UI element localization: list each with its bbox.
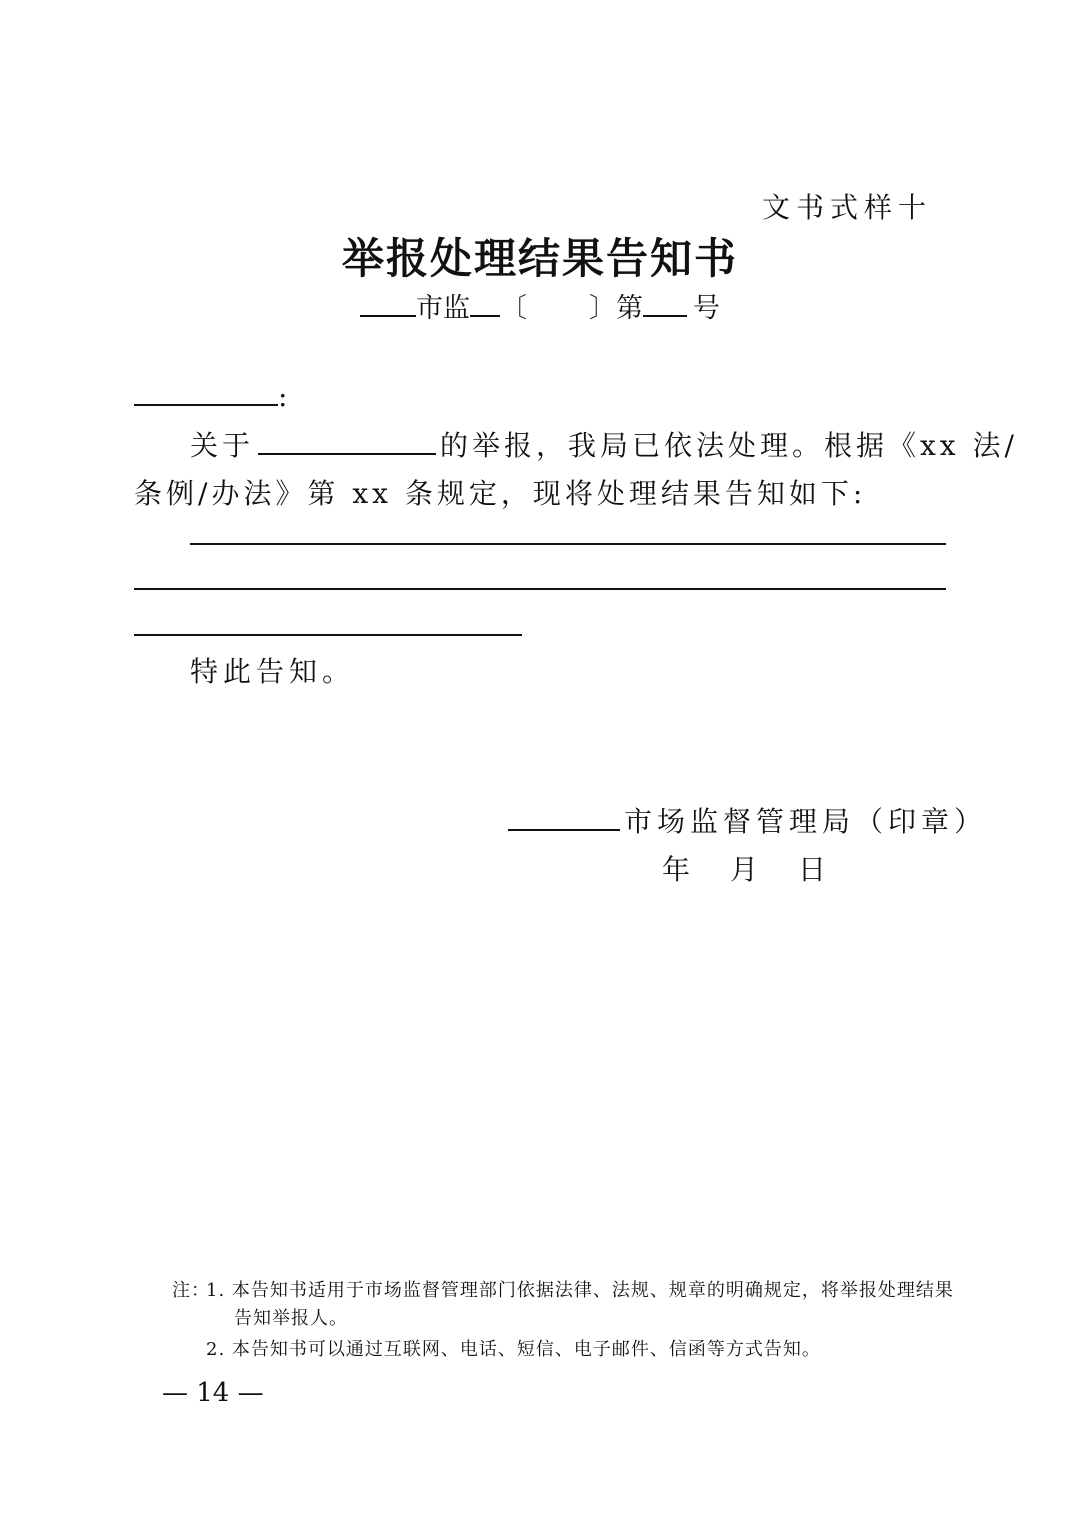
note-1-line-2: 告知举报人。 (234, 1308, 348, 1329)
body-line1-suffix: 的举报，我局已依法处理。根据《xx 法/ (440, 429, 1018, 462)
addressee-colon: : (278, 380, 288, 413)
date-line (662, 848, 826, 888)
doc-number-blank-3 (643, 315, 687, 317)
issuer-blank (508, 829, 620, 831)
page-number: — 14 — (162, 1378, 264, 1408)
document-style-label: 文书式样十 (761, 191, 932, 224)
date-year: 年 (662, 853, 691, 886)
closing-text: 特此告知。 (190, 655, 356, 688)
report-subject-blank (258, 453, 436, 455)
note-2: 2. 本告知书可以通过互联网、电话、短信、电子邮件、信函等方式告知。 (206, 1339, 821, 1360)
doc-number-bracket-open: 〔 (500, 293, 527, 324)
issuer-name: 市场监督管理局（印章） (624, 805, 988, 838)
doc-number-blank-2 (470, 315, 500, 317)
document-title: 举报处理结果告知书 (341, 234, 738, 283)
date-day: 日 (798, 853, 827, 886)
doc-number-part3: 号 (693, 293, 720, 324)
result-blank-line-2 (134, 588, 946, 590)
body-paragraph-line-1 (190, 424, 1018, 464)
issuer-line (508, 800, 987, 840)
date-month: 月 (730, 853, 759, 886)
addressee-blank (134, 404, 278, 406)
result-blank-line-1 (190, 543, 946, 545)
body-line1-prefix: 关于 (190, 429, 255, 462)
notes-prefix: 注： (172, 1280, 210, 1301)
doc-number-part1: 市监 (416, 293, 470, 324)
document-number (360, 286, 720, 325)
result-blank-line-3 (134, 634, 522, 636)
doc-number-blank-1 (360, 315, 416, 317)
addressee-line (134, 380, 287, 413)
body-paragraph-line-2: 条例/办法》第 xx 条规定，现将处理结果告知如下: (134, 477, 867, 510)
doc-number-bracket-close: 〕第 (589, 293, 643, 324)
note-1-line-1: 1. 本告知书适用于市场监督管理部门依据法律、法规、规章的明确规定，将举报处理结果 (206, 1280, 954, 1301)
